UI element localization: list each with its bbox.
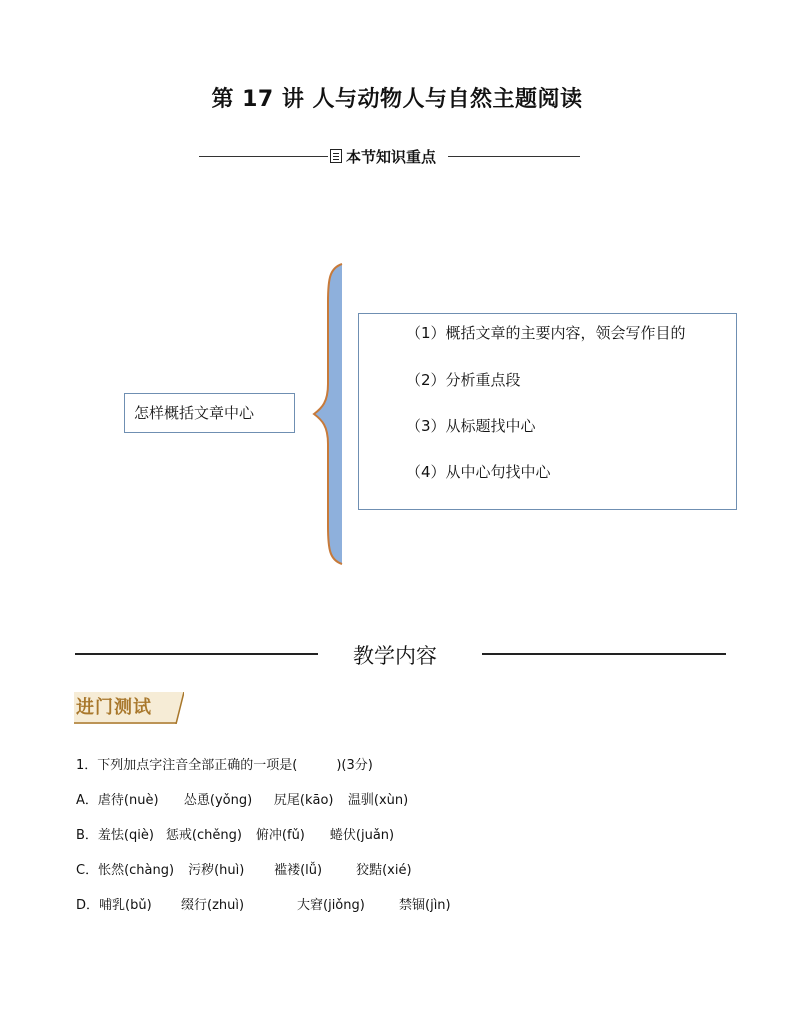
question-option-c: [76, 859, 412, 878]
page-title: 第 17 讲 人与动物人与自然主题阅读: [211, 87, 583, 112]
question-stem: 1．下列加点字注音全部正确的一项是( )(3分): [76, 758, 373, 773]
option-part: 蜷伏(juǎn): [329, 828, 395, 843]
question-option-d: [76, 894, 451, 913]
section-heading-label: 本节知识重点: [346, 147, 437, 166]
document-icon: [330, 149, 342, 163]
diagram-item: （1）概括文章的主要内容，领会写作目的: [406, 324, 686, 342]
option-part: 怅然(chàng): [98, 863, 175, 878]
option-part: 俯冲(fǔ): [255, 828, 305, 843]
content-divider-right: [482, 653, 726, 655]
diagram-item: （4）从中心句找中心: [406, 463, 551, 481]
diagram-item: （2）分析重点段: [406, 371, 521, 389]
curly-brace: [310, 262, 346, 566]
content-divider-left: [75, 653, 318, 655]
option-part: 温驯(xùn): [347, 793, 409, 808]
option-part: 怂恿(yǒng): [183, 793, 253, 808]
option-part: 哺乳(bǔ): [99, 898, 152, 913]
option-letter: C．: [76, 863, 99, 878]
option-letter: A．: [76, 793, 98, 808]
section-divider-left: [199, 156, 334, 157]
option-part: 污秽(huì): [188, 863, 245, 878]
option-part: 禁锢(jìn): [399, 898, 451, 913]
section-divider-right: [448, 156, 580, 157]
option-part: 惩戒(chěng): [165, 828, 242, 843]
option-letter: B．: [76, 828, 98, 843]
option-part: 缀行(zhuì): [181, 898, 245, 913]
option-part: 大窘(jiǒng): [297, 898, 365, 913]
option-part: 尻尾(kāo): [273, 793, 334, 808]
option-part: 羞怯(qiè): [97, 828, 154, 843]
question-option-a: [76, 789, 408, 808]
option-letter: D．: [76, 898, 100, 913]
diagram-item: （3）从标题找中心: [406, 417, 536, 435]
section-heading: [328, 145, 438, 167]
section-tag-label: 进门测试: [76, 697, 152, 718]
diagram-items-box: [358, 313, 737, 510]
option-part: 虐待(nuè): [97, 793, 159, 808]
diagram-root-box: [124, 393, 295, 433]
question-option-b: [76, 824, 394, 843]
option-part: 狡黠(xié): [356, 863, 412, 878]
diagram-root-label: 怎样概括文章中心: [134, 404, 255, 422]
content-heading: 教学内容: [353, 644, 437, 668]
option-part: 褴褛(lǚ): [274, 863, 323, 878]
